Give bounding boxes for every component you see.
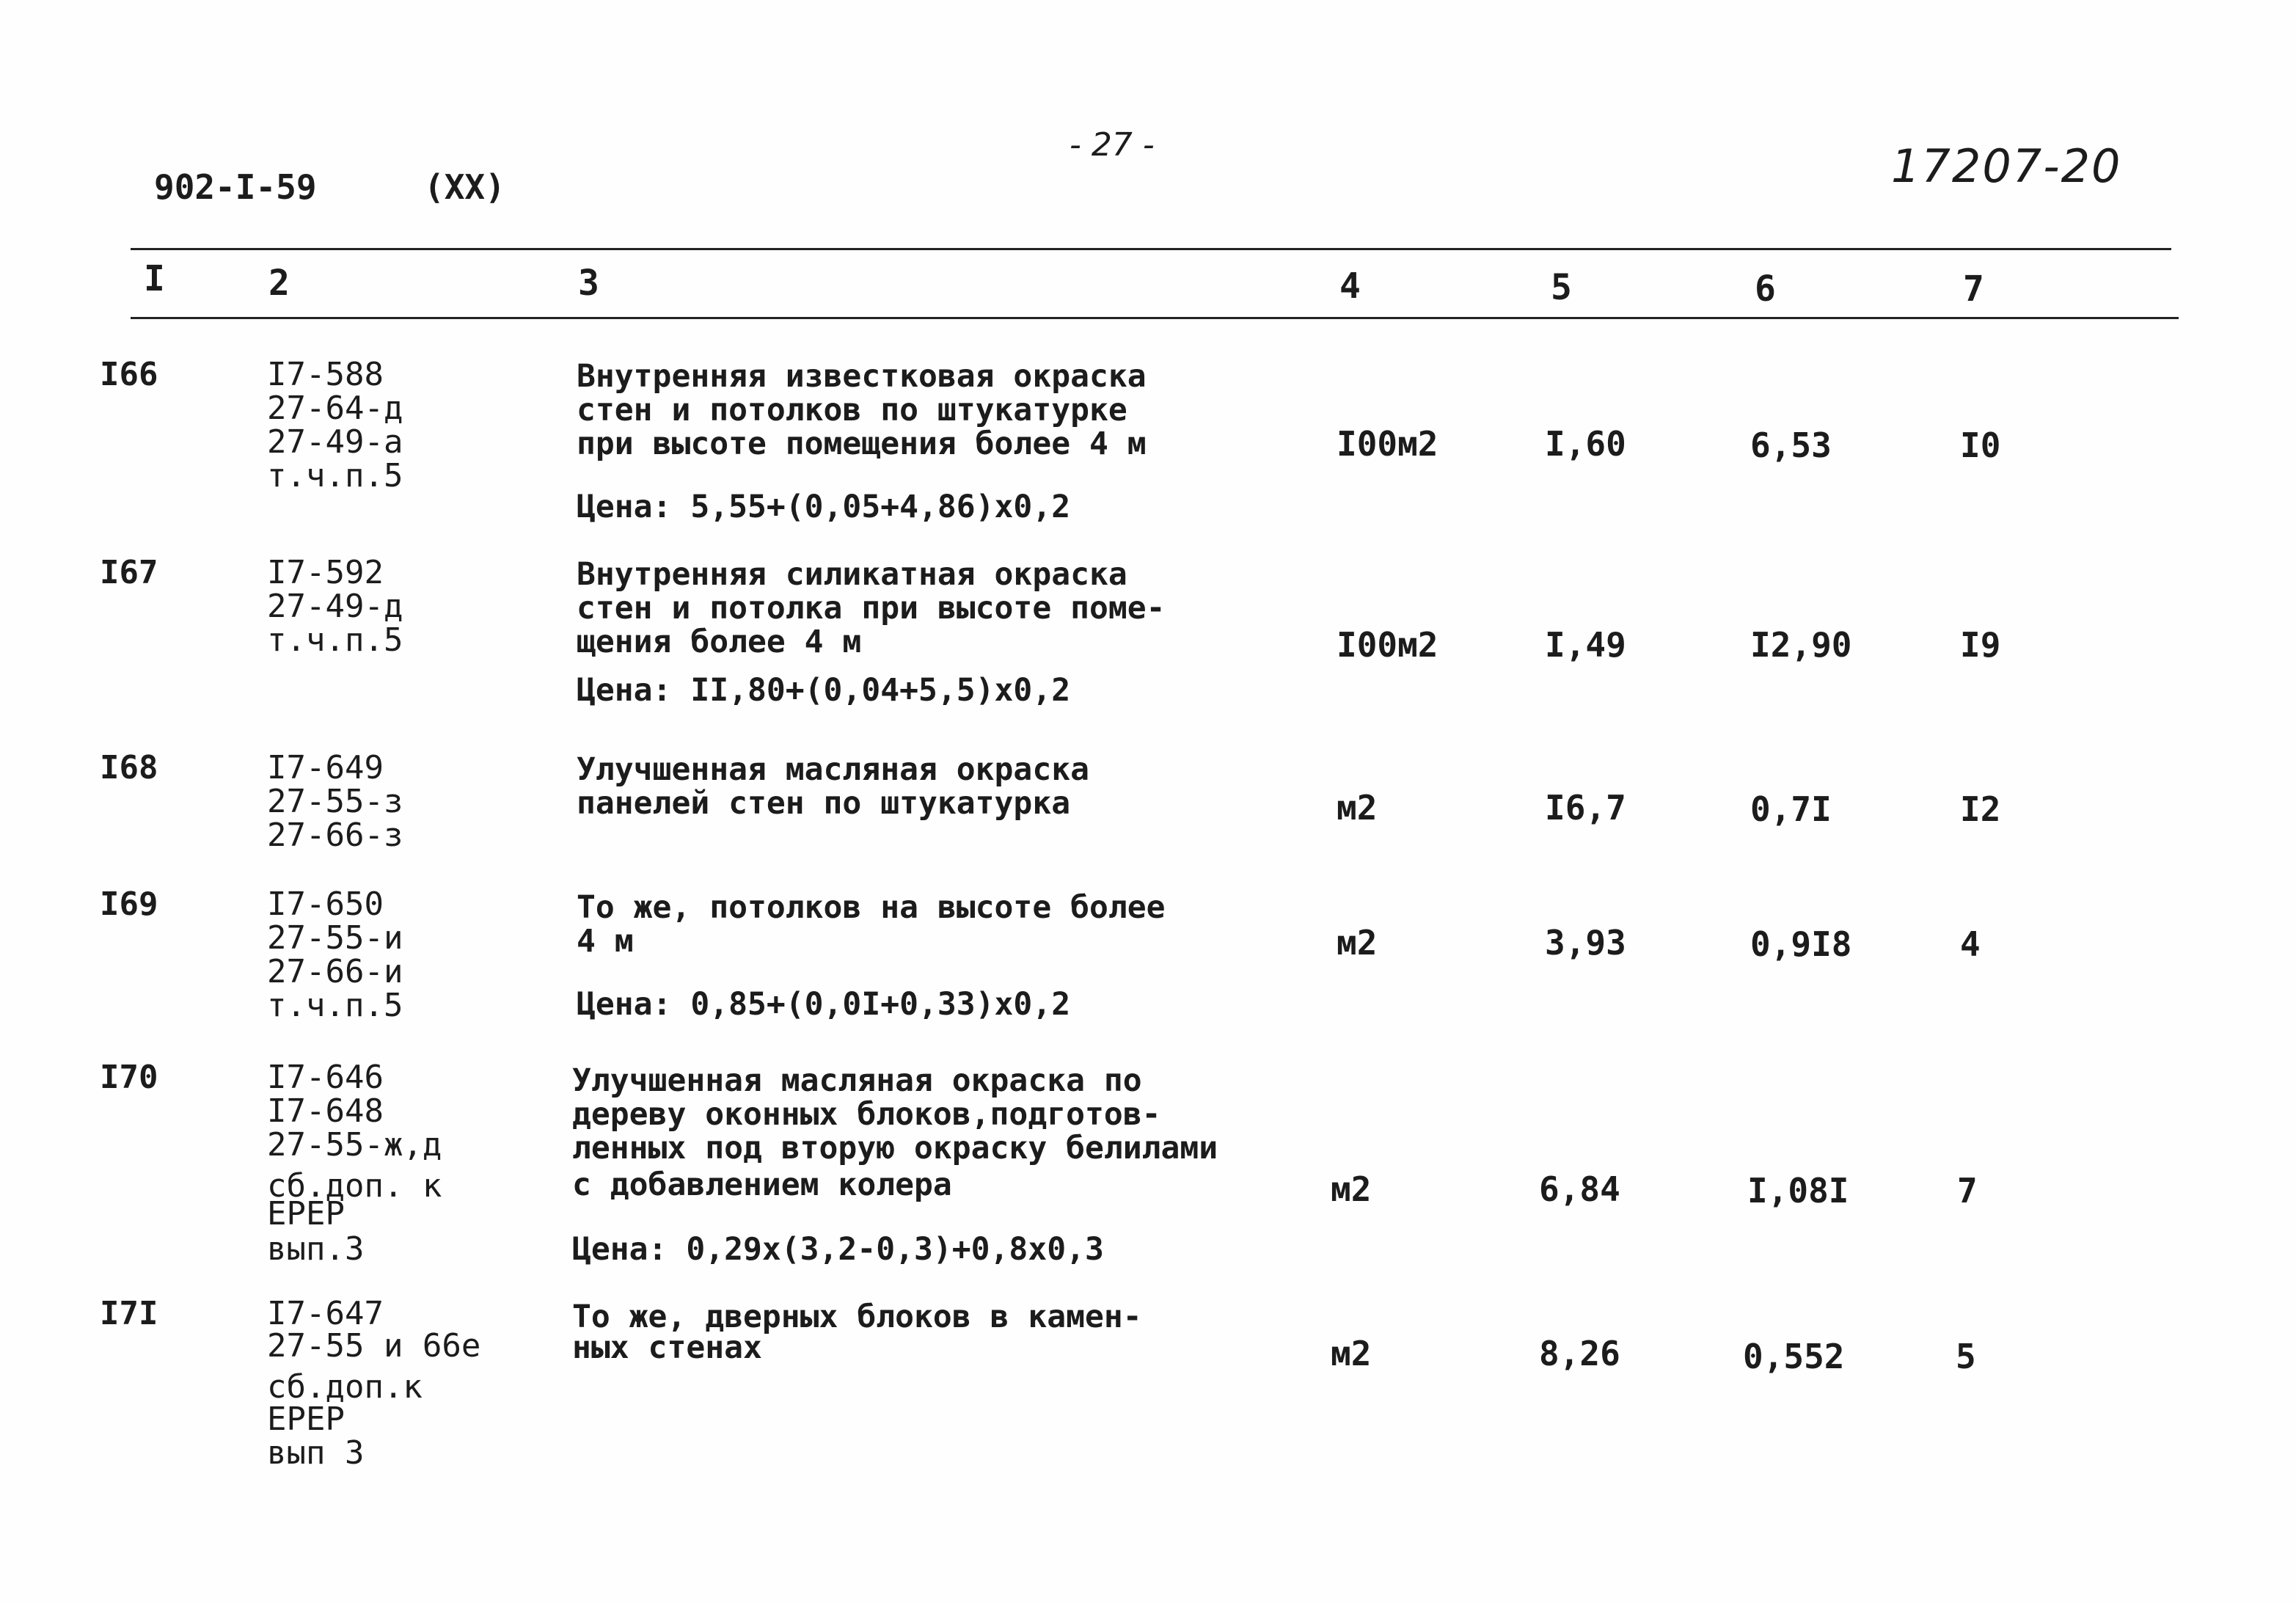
work-description: 4 м xyxy=(577,923,634,960)
work-description: стен и потолков по штукатурке xyxy=(577,392,1127,428)
document-code: 902-I-59 xyxy=(154,167,317,207)
work-description: Улучшенная масляная окраска xyxy=(577,751,1089,788)
total-cell: 7 xyxy=(1957,1171,1978,1211)
unit-cell: м2 xyxy=(1337,923,1378,963)
row-number: I69 xyxy=(100,886,158,923)
norm-code: сб.доп. к xyxy=(267,1167,442,1205)
work-description: щения более 4 м xyxy=(577,624,862,660)
column-header-2: 2 xyxy=(268,263,290,304)
price-formula: Цена: 0,85+(0,0I+0,33)x0,2 xyxy=(577,986,1071,1023)
total-cell: I2 xyxy=(1960,789,2001,829)
work-description: с добавлением колера xyxy=(572,1166,952,1203)
norm-code: I7-646 xyxy=(267,1059,384,1096)
archive-number: 17207-20 xyxy=(1891,139,2122,193)
cost-cell: 6,53 xyxy=(1750,426,1832,465)
norm-code: I7-648 xyxy=(267,1092,384,1130)
column-header-3: 3 xyxy=(578,263,599,304)
norm-code: 27-49-д xyxy=(267,588,403,625)
table-header-rule xyxy=(131,317,2179,319)
cost-cell: 0,7I xyxy=(1750,789,1832,829)
total-cell: 4 xyxy=(1960,924,1981,964)
quantity-cell: I,49 xyxy=(1545,625,1626,665)
work-description: при высоте помещения более 4 м xyxy=(577,426,1147,462)
table-top-rule xyxy=(131,248,2171,250)
cost-cell: I,08I xyxy=(1747,1171,1849,1211)
norm-code: I7-649 xyxy=(267,749,384,786)
work-description: То же, потолков на высоте более xyxy=(577,889,1166,926)
unit-cell: м2 xyxy=(1337,788,1378,828)
norm-code: I7-592 xyxy=(267,554,384,591)
work-description: ленных под вторую окраску белилами xyxy=(572,1130,1218,1166)
row-number: I68 xyxy=(100,749,158,786)
norm-code: I7-588 xyxy=(267,356,384,393)
cost-cell: 0,9I8 xyxy=(1750,924,1852,964)
column-header-6: 6 xyxy=(1755,269,1776,310)
norm-code: т.ч.п.5 xyxy=(267,987,403,1024)
column-header-5: 5 xyxy=(1551,267,1572,308)
norm-code: 27-55-и xyxy=(267,919,403,957)
norm-code: 27-66-з xyxy=(267,817,403,854)
cost-cell: I2,90 xyxy=(1750,625,1852,665)
norm-code: 27-64-д xyxy=(267,390,403,427)
document-part: (XX) xyxy=(424,167,505,207)
quantity-cell: I6,7 xyxy=(1545,788,1626,828)
norm-code: т.ч.п.5 xyxy=(267,457,403,494)
column-header-7: 7 xyxy=(1963,269,1984,310)
norm-code: ЕРЕР xyxy=(267,1195,345,1233)
total-cell: 5 xyxy=(1956,1337,1976,1376)
quantity-cell: 8,26 xyxy=(1539,1334,1620,1373)
work-description: стен и потолка при высоте поме- xyxy=(577,590,1166,627)
norm-code: ЕРЕР xyxy=(267,1401,345,1438)
norm-code: сб.доп.к xyxy=(267,1368,423,1406)
work-description: панелей стен по штукатурка xyxy=(577,785,1071,822)
row-number: I67 xyxy=(100,554,158,591)
unit-cell: I00м2 xyxy=(1337,625,1438,665)
norm-code: I7-647 xyxy=(267,1295,384,1332)
norm-code: 27-66-и xyxy=(267,953,403,990)
norm-code: вып.3 xyxy=(267,1230,365,1268)
price-formula: Цена: 0,29x(3,2-0,3)+0,8x0,3 xyxy=(572,1231,1104,1268)
work-description: То же, дверных блоков в камен- xyxy=(572,1299,1142,1335)
quantity-cell: I,60 xyxy=(1545,424,1626,464)
column-header-1: I xyxy=(144,258,165,299)
price-formula: Цена: II,80+(0,04+5,5)x0,2 xyxy=(577,672,1071,709)
unit-cell: м2 xyxy=(1331,1334,1372,1373)
quantity-cell: 3,93 xyxy=(1545,923,1626,963)
norm-code: т.ч.п.5 xyxy=(267,621,403,659)
norm-code: 27-55-з xyxy=(267,783,403,820)
norm-code: 27-55 и 66е xyxy=(267,1327,481,1365)
total-cell: I9 xyxy=(1960,625,2001,665)
unit-cell: I00м2 xyxy=(1337,424,1438,464)
quantity-cell: 6,84 xyxy=(1539,1169,1620,1209)
work-description: Внутренняя силикатная окраска xyxy=(577,556,1127,593)
unit-cell: м2 xyxy=(1331,1169,1372,1209)
work-description: ных стенах xyxy=(572,1329,762,1366)
page-number: - 27 - xyxy=(1070,126,1155,164)
work-description: Улучшенная масляная окраска по xyxy=(572,1062,1142,1099)
price-formula: Цена: 5,55+(0,05+4,86)x0,2 xyxy=(577,489,1071,525)
norm-code: I7-650 xyxy=(267,886,384,923)
column-header-4: 4 xyxy=(1339,266,1361,307)
work-description: дереву оконных блоков,подготов- xyxy=(572,1096,1161,1133)
norm-code: вып 3 xyxy=(267,1434,365,1472)
cost-cell: 0,552 xyxy=(1743,1337,1845,1376)
row-number: I66 xyxy=(100,356,158,393)
work-description: Внутренняя известковая окраска xyxy=(577,358,1147,395)
row-number: I7I xyxy=(100,1295,158,1332)
norm-code: 27-55-ж,д xyxy=(267,1126,442,1164)
row-number: I70 xyxy=(100,1059,158,1096)
total-cell: I0 xyxy=(1960,426,2001,465)
norm-code: 27-49-а xyxy=(267,423,403,461)
